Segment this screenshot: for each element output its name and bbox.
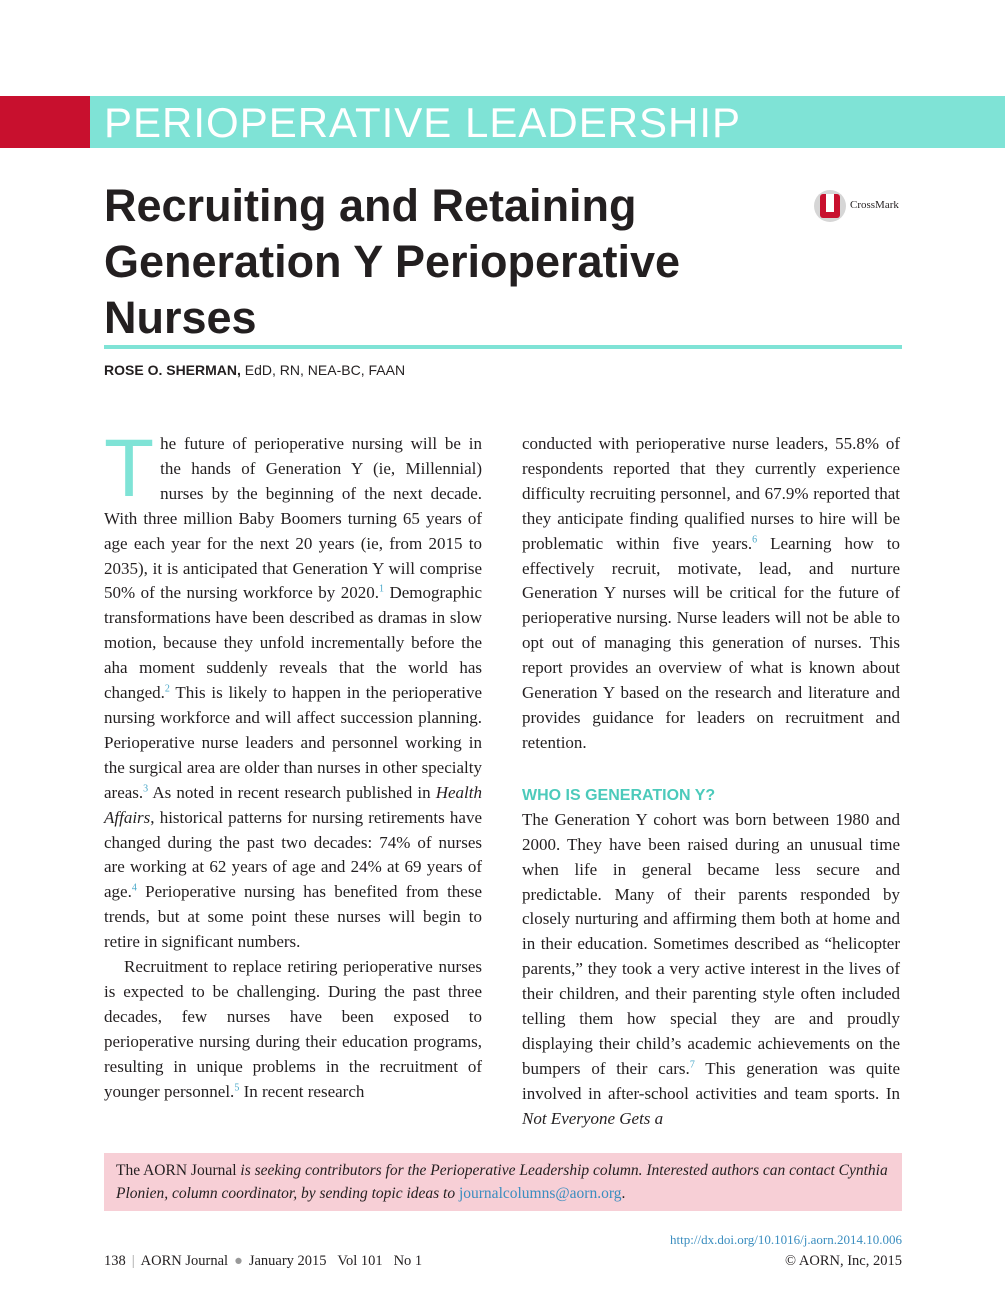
crossmark-badge[interactable]: [814, 190, 904, 224]
author-credentials: EdD, RN, NEA-BC, FAAN: [244, 362, 406, 378]
book-title: Not Everyone Gets a: [522, 1108, 664, 1128]
author-name: ROSE O. SHERMAN,: [104, 362, 241, 378]
journal-name: AORN Journal: [140, 1253, 229, 1269]
paragraph: [522, 432, 900, 756]
journal-name: Health Affairs: [104, 782, 482, 827]
issue-number: No 1: [393, 1253, 423, 1269]
text-run: is seeking contributors for the Perioperative Leadership column. Interested authors can contact Cynthia Plonien, column coordinator, by sending topic ideas to: [116, 1162, 888, 1202]
citation-ref[interactable]: 7: [689, 1059, 695, 1071]
text-run: The Generation Y cohort was born between 1980 and 2000. They have been raised during an unusual time when life in general became less secure and predictable. Many of their parents responded by closely nurturing and affirming them both at home and in their education. Sometimes described as “helicopter parents,” they took a very active interest in the lives of their children, and their parenting style often included telling them how special they are and proudly displaying their child’s academic achievements on the bumpers of their cars.: [522, 809, 900, 1078]
text-run: .: [621, 1185, 626, 1202]
text-run: This is likely to happen in the perioperative nursing workforce and will affect succession planning. Perioperative nurse leaders and personnel working in the surgical area are older than nurses in other specialty areas.: [104, 683, 482, 802]
text-run: conducted with perioperative nurse leaders, 55.8% of respondents reported that they currently experience difficulty recruiting personnel, and 67.9% reported that they anticipate finding qualified nurses to hire will be problematic within five years.: [522, 434, 900, 553]
text-run: he future of perioperative nursing will be in the hands of Generation Y (ie, Millennial) nurses by the beginning of the next decade. With three million Baby Boomers turning 65 years of age each year for the next 20 years (ie, from 2015 to 2035), it is anticipated that Generation Y will comprise 50% of the nursing workforce by 2020.: [104, 434, 482, 603]
body-column-right: [522, 432, 900, 1132]
page-number: 138: [104, 1253, 126, 1269]
citation-ref[interactable]: 2: [164, 683, 170, 695]
citation-ref[interactable]: 1: [379, 583, 384, 595]
doi-link[interactable]: http://dx.doi.org/10.1016/j.aorn.2014.10.006: [670, 1232, 902, 1247]
citation-ref[interactable]: 3: [143, 783, 149, 795]
text-run: Perioperative nursing has benefited from these trends, but at some point these nurses will begin to retire in significant numbers.: [104, 882, 482, 952]
journal-name: The AORN Journal: [116, 1162, 237, 1179]
text-run: This generation was quite involved in after-school activities and team sports. In: [522, 1058, 901, 1103]
footer-citation: [104, 1253, 422, 1270]
drop-cap: T: [104, 423, 155, 514]
citation-ref[interactable]: 5: [234, 1081, 240, 1093]
section-heading: WHO IS GENERATION Y?: [522, 786, 716, 804]
citation-ref[interactable]: 4: [131, 882, 137, 894]
text-run: As noted in recent research published in: [148, 782, 436, 802]
email-link[interactable]: journalcolumns@aorn.org: [458, 1185, 622, 1202]
paragraph: [104, 423, 482, 955]
text-run: Demographic transformations have been described as dramas in slow motion, because they unfold incrementally before the aha moment suddenly reveals that the world has changed.: [104, 583, 482, 703]
text-run: Learning how to effectively recruit, motivate, lead, and nurture Generation Y nurses will be critical for the future of perioperative nursing. Nurse leaders will not be able to opt out of managing this generation of nurses. This report provides an overview of what is known about Generation Y based on the research and literature and provides guidance for leaders on recruitment and retention.: [522, 533, 901, 752]
volume: Vol 101: [337, 1253, 383, 1269]
text-run: In recent research: [239, 1081, 365, 1101]
body-column-left: [104, 423, 482, 1104]
paragraph: [522, 808, 900, 1132]
banner-accent: [0, 96, 90, 148]
section-banner-title: PERIOPERATIVE LEADERSHIP: [104, 99, 742, 146]
copyright: © AORN, Inc, 2015: [785, 1253, 902, 1269]
crossmark-label: CrossMark: [850, 199, 899, 211]
paragraph: [104, 955, 482, 1104]
title-rule: [104, 345, 902, 349]
crossmark-icon: [814, 190, 846, 222]
author-line: [104, 362, 405, 378]
issue-date: January 2015: [248, 1253, 327, 1269]
text-run: , historical patterns for nursing retirements have changed during the past two decades: 74% of nurses are working at 62 years of age and 24% at 69 years of age.: [104, 807, 482, 902]
citation-ref[interactable]: 6: [752, 533, 758, 545]
contributors-callout: [104, 1153, 902, 1211]
callout-text: [116, 1159, 892, 1205]
divider: |: [131, 1253, 135, 1269]
article-title: Recruiting and Retaining Generation Y Perioperative Nurses: [104, 180, 681, 343]
bullet-icon: ●: [234, 1253, 243, 1269]
text-run: Recruitment to replace retiring perioperative nurses is expected to be challenging. During the past three decades, few nurses have been exposed to perioperative nursing during their education programs, resulting in unique problems in the recruitment of younger personnel.: [104, 957, 482, 1101]
